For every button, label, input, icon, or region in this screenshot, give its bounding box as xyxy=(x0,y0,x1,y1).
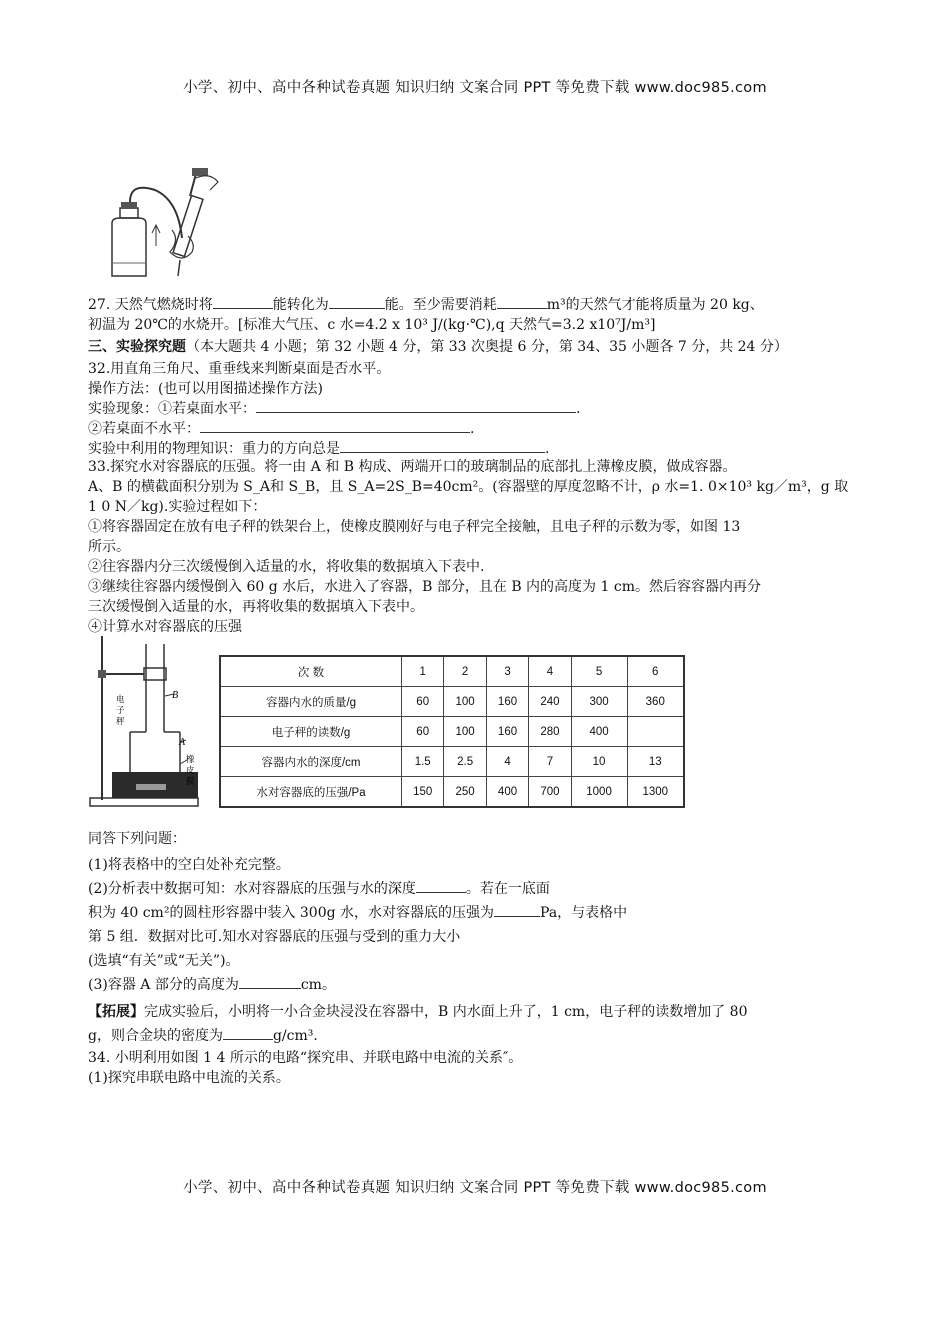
answer-line3: (2)分析表中数据可知：水对容器底的压强与水的深度 。若在一底面 xyxy=(88,881,550,897)
label-scale-2: 子 xyxy=(116,706,125,716)
q33-line2: A、B 的横截面积分别为 S_A和 S_B，且 S_A=2S_B=40cm²。(容器壁的厚度忽略不计，ρ 水=1. 0×10³ kg／m³，g 取 xyxy=(88,479,849,495)
q27-line1: 27. 天然气燃烧时将 能转化为 能。至少需要消耗 m³的天然气才能将质量为 20 kg、 xyxy=(88,297,764,313)
label-membrane-1: 橡 xyxy=(186,755,195,765)
row-header: 电子秤的读数/g xyxy=(220,717,402,747)
table-cell: 160 xyxy=(486,717,528,747)
answer-line7: (3)容器 A 部分的高度为 cm。 xyxy=(88,977,336,993)
q33-line7: ③继续往容器内缓慢倒入 60 g 水后，水进入了容器，B 部分，且在 B 内的高度为 1 cm。然后容容器内再分 xyxy=(88,579,761,595)
row-header: 容器内水的深度/cm xyxy=(220,747,402,777)
table-cell: 700 xyxy=(529,777,571,808)
label-membrane-3: 膜 xyxy=(186,777,195,787)
answer-line1: 同答下列问题： xyxy=(88,831,186,847)
gas-bottle-syringe-figure xyxy=(100,168,230,290)
label-scale-1: 电 xyxy=(116,695,125,705)
page-header: 小学、初中、高中各种试卷真题 知识归纳 文案合同 PPT 等免费下载 www.doc985.com xyxy=(183,80,767,96)
table-cell: 13 xyxy=(627,747,684,777)
label-b: B xyxy=(172,690,179,701)
table-row xyxy=(220,656,684,687)
section3-heading: 三、实验探究题（本大题共 4 小题；第 32 小题 4 分，第 33 次奥提 6 分，第 34、35 小题各 7 分，共 24 分） xyxy=(88,339,788,355)
label-scale-3: 秤 xyxy=(116,717,125,727)
row-header: 水对容器底的压强/Pa xyxy=(220,777,402,808)
table-cell: 100 xyxy=(444,687,486,717)
table-cell: 1300 xyxy=(627,777,684,808)
table-cell: 1 xyxy=(402,656,444,687)
answer-line5: 第 5 组．数据对比可.知水对容器底的压强与受到的重力大小 xyxy=(88,929,461,945)
table-cell: 280 xyxy=(529,717,571,747)
table-row xyxy=(220,777,684,808)
table-cell: 2 xyxy=(444,656,486,687)
page-footer: 小学、初中、高中各种试卷真题 知识归纳 文案合同 PPT 等免费下载 www.doc985.com xyxy=(183,1180,767,1196)
q34-line1: 34. 小明利用如图 1 4 所示的电路“探究串、并联电路中电流的关系″。 xyxy=(88,1050,523,1066)
table-row xyxy=(220,687,684,717)
answer-line8: 【拓展】完成实验后，小明将一小合金块浸没在容器中，B 内水面上升了，1 cm，电子秤的读数增加了 80 xyxy=(88,1004,748,1020)
data-table xyxy=(219,655,685,808)
q33-line3: 1 0 N／kg).实验过程如下： xyxy=(88,499,267,515)
label-a: A xyxy=(179,737,186,748)
container-apparatus-figure xyxy=(88,634,203,809)
table-cell: 3 xyxy=(486,656,528,687)
table-row xyxy=(220,747,684,777)
q32-line5: 实验中利用的物理知识：重力的方向总是 . xyxy=(88,441,550,457)
q34-line2: (1)探究串联电路中电流的关系。 xyxy=(88,1070,290,1086)
q32-line2: 操作方法：(也可以用图描述操作方法) xyxy=(88,381,323,397)
q33-line9: ④计算水对容器底的压强 xyxy=(88,619,242,635)
q32-line1: 32.用直角三角尺、重垂线来判断桌面是否水平。 xyxy=(88,361,391,377)
q33-line1: 33.探究水对容器底的压强。将一由 A 和 B 构成、两端开口的玻璃制品的底部扎上薄橡皮膜，做成容器。 xyxy=(88,459,737,475)
table-cell: 4 xyxy=(529,656,571,687)
table-cell: 60 xyxy=(402,717,444,747)
table-cell: 250 xyxy=(444,777,486,808)
table-cell: 2.5 xyxy=(444,747,486,777)
answer-line9: g，则合金块的密度为 g/cm³. xyxy=(88,1028,318,1044)
row-header: 容器内水的质量/g xyxy=(220,687,402,717)
row-header: 次 数 xyxy=(220,656,402,687)
answer-line6: (选填“有关”或“无关”)。 xyxy=(88,953,240,969)
label-membrane-2: 皮 xyxy=(186,766,195,776)
table-cell: 240 xyxy=(529,687,571,717)
q33-line5: 所示。 xyxy=(88,539,130,555)
table-cell: 360 xyxy=(627,687,684,717)
answer-line4: 积为 40 cm²的圆柱形容器中装入 300g 水，水对容器底的压强为 Pa，与表格中 xyxy=(88,905,628,921)
table-cell: 6 xyxy=(627,656,684,687)
table-cell: 300 xyxy=(571,687,627,717)
table-cell: 60 xyxy=(402,687,444,717)
q33-line6: ②往容器内分三次缓慢倒入适量的水，将收集的数据填入下表中. xyxy=(88,559,485,575)
table-cell: 7 xyxy=(529,747,571,777)
table-cell: 100 xyxy=(444,717,486,747)
table-cell: 4 xyxy=(486,747,528,777)
q33-line4: ①将容器固定在放有电子秤的铁架台上，使橡皮膜刚好与电子秤完全接触，且电子秤的示数为零，如图 13 xyxy=(88,519,741,535)
table-cell: 160 xyxy=(486,687,528,717)
q32-line4: ②若桌面不水平： . xyxy=(88,421,475,437)
table-row xyxy=(220,717,684,747)
table-cell: 150 xyxy=(402,777,444,808)
table-cell: 5 xyxy=(571,656,627,687)
table-cell: 400 xyxy=(486,777,528,808)
q33-line8: 三次缓慢倒入适量的水，再将收集的数据填入下表中。 xyxy=(88,599,424,615)
table-cell: 10 xyxy=(571,747,627,777)
q32-line3: 实验现象：①若桌面水平： . xyxy=(88,401,581,417)
table-cell: 1.5 xyxy=(402,747,444,777)
answer-line2: (1)将表格中的空白处补充完整。 xyxy=(88,857,290,873)
table-cell xyxy=(627,717,684,747)
q27-line2: 初温为 20℃的水烧开。[标准大气压、c 水=4.2 x 10³ J/(kg·℃),q 天然气=3.2 x10⁷J/m³] xyxy=(88,317,656,333)
table-cell: 1000 xyxy=(571,777,627,808)
table-cell: 400 xyxy=(571,717,627,747)
